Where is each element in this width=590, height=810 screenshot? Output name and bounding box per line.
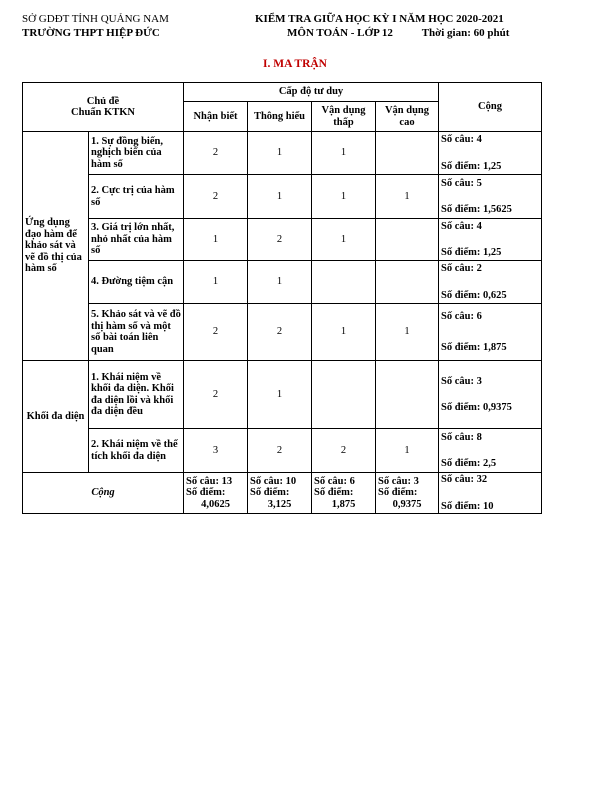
topic-header (23, 83, 184, 132)
sum-score-label: Số điểm: (314, 487, 354, 499)
levels-header: Cấp độ tư duy (184, 83, 439, 102)
value-cell: 1 (376, 304, 439, 361)
school-name: TRƯỜNG THPT HIỆP ĐỨC (22, 27, 160, 39)
table-row (23, 219, 542, 261)
question-count: Số câu: 4 (441, 220, 482, 232)
table-row (23, 361, 542, 429)
score: Số điểm: 1,25 (441, 247, 502, 258)
table-row (23, 261, 542, 304)
value-cell: 1 (184, 261, 248, 304)
question-count: Số câu: 2 (441, 263, 482, 274)
value-cell: 2 (248, 219, 312, 261)
value-cell: 3 (184, 429, 248, 473)
total-cell (439, 361, 542, 429)
sum-question-count: Số câu: 10 (250, 475, 297, 487)
score: Số điểm: 0,9375 (441, 402, 512, 413)
sum-score-value: 4,0625 (201, 498, 230, 510)
value-cell: 1 (376, 429, 439, 473)
sum-score-value: 3,125 (267, 498, 292, 510)
score: Số điểm: 1,875 (441, 342, 507, 353)
matrix-table (22, 82, 542, 514)
value-cell: 1 (248, 175, 312, 219)
value-cell: 1 (312, 304, 376, 361)
sum-cell (312, 473, 376, 514)
exam-time: Thời gian: 60 phút (421, 27, 510, 39)
subject-line (255, 26, 509, 40)
value-cell: 2 (184, 132, 248, 175)
score: Số điểm: 2,5 (441, 458, 497, 469)
question-count: Số câu: 5 (441, 177, 482, 189)
sum-score-label: Số điểm: (250, 487, 290, 499)
value-cell: 1 (184, 219, 248, 261)
value-cell (376, 132, 439, 175)
value-cell: 1 (312, 175, 376, 219)
level-header: Nhận biết (184, 102, 248, 132)
topic-header-line2: Chuẩn KTKN (71, 107, 135, 118)
level-header: Thông hiểu (248, 102, 312, 132)
topic-cell: 2. Cực trị của hàm số (89, 175, 184, 219)
value-cell: 1 (312, 132, 376, 175)
total-cell (439, 429, 542, 473)
sum-question-count: Số câu: 13 (186, 475, 233, 487)
exam-title: KIỂM TRA GIỮA HỌC KỲ I NĂM HỌC 2020-2021 (255, 13, 504, 25)
grand-question-count: Số câu: 32 (441, 474, 488, 485)
value-cell (376, 219, 439, 261)
sum-score-label: Số điểm: (186, 487, 226, 499)
score: Số điểm: 0,625 (441, 289, 507, 301)
table-row (23, 304, 542, 361)
sum-question-count: Số câu: 6 (314, 475, 355, 487)
sum-label: Cộng (23, 473, 184, 514)
subject: MÔN TOÁN - LỚP 12 (287, 27, 393, 39)
topic-cell: 4. Đường tiệm cận (89, 261, 184, 304)
total-cell (439, 132, 542, 175)
value-cell (312, 361, 376, 429)
question-count: Số câu: 8 (441, 431, 482, 443)
table-row (23, 132, 542, 175)
total-cell (439, 219, 542, 261)
level-header: Vận dụng thấp (312, 102, 376, 132)
score: Số điểm: 1,5625 (441, 204, 512, 215)
sum-score-value: 1,875 (331, 498, 356, 510)
topic-cell: 5. Khảo sát và vẽ đồ thị hàm số và một số bài toán liên quan (89, 304, 184, 361)
question-count: Số câu: 4 (441, 134, 482, 145)
value-cell: 1 (248, 132, 312, 175)
header-left (22, 12, 169, 40)
value-cell: 2 (184, 361, 248, 429)
value-cell: 1 (248, 261, 312, 304)
sum-row (23, 473, 542, 514)
value-cell (376, 261, 439, 304)
grand-score: Số điểm: 10 (441, 500, 494, 512)
grand-total-cell (439, 473, 542, 514)
sum-question-count: Số câu: 3 (378, 475, 419, 487)
topic-cell: 2. Khái niệm về thể tích khối đa diện (89, 429, 184, 473)
question-count: Số câu: 6 (441, 310, 482, 322)
sum-cell (184, 473, 248, 514)
total-header: Cộng (439, 83, 542, 132)
question-count: Số câu: 3 (441, 375, 482, 387)
total-cell (439, 304, 542, 361)
value-cell: 2 (248, 429, 312, 473)
table-row (23, 175, 542, 219)
sum-cell (376, 473, 439, 514)
table-row (23, 429, 542, 473)
value-cell (376, 361, 439, 429)
group-name: Ứng dụng đạo hàm để khảo sát và vẽ đồ thị của hàm số (23, 132, 89, 361)
topic-cell: 1. Khái niệm về khối đa diện. Khối đa diện lồi và khối đa diện đều (89, 361, 184, 429)
header-right (255, 12, 509, 40)
group-name: Khối đa diện (23, 361, 89, 473)
section-title: I. MA TRẬN (262, 58, 327, 70)
value-cell: 2 (312, 429, 376, 473)
value-cell: 2 (248, 304, 312, 361)
total-cell (439, 261, 542, 304)
level-header: Vận dụng cao (376, 102, 439, 132)
topic-header-line1: Chủ đề (86, 95, 120, 107)
score: Số điểm: 1,25 (441, 160, 502, 172)
department-name: SỞ GDĐT TỈNH QUẢNG NAM (22, 13, 169, 25)
value-cell: 1 (312, 219, 376, 261)
sum-score-label: Số điểm: (378, 487, 418, 499)
topic-cell: 3. Giá trị lớn nhất, nhỏ nhất của hàm số (89, 219, 184, 261)
value-cell: 1 (248, 361, 312, 429)
value-cell: 2 (184, 304, 248, 361)
value-cell (312, 261, 376, 304)
total-cell (439, 175, 542, 219)
topic-cell: 1. Sự đồng biến, nghịch biến của hàm số (89, 132, 184, 175)
sum-cell (248, 473, 312, 514)
value-cell: 2 (184, 175, 248, 219)
value-cell: 1 (376, 175, 439, 219)
sum-score-value: 0,9375 (392, 498, 422, 510)
